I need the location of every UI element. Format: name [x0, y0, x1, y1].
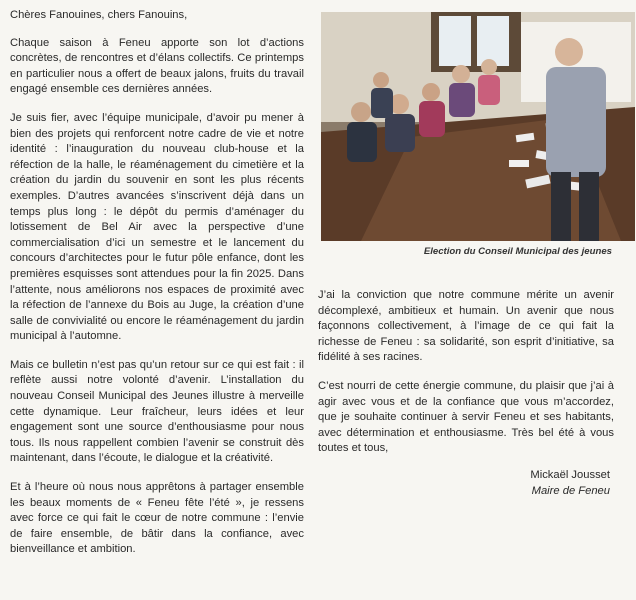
signature [420, 467, 610, 499]
signature-title: Maire de Feneu [531, 485, 610, 497]
paragraph-intro: Chaque saison à Feneu apporte son lot d’actions concrètes, de rencontres et d’élans collectifs. Ce printemps en particulier nous a offert de beaux jalons, fruits du travail engagé ensemble ces dernières années. [10, 36, 304, 96]
right-column [318, 288, 614, 470]
paragraph-closing: C’est nourri de cette énergie commune, du plaisir que j’ai à agir avec vous et de la confiance que vous m’accordez, que je souhaite continuer à servir Feneu et ses habitants, avec détermination et enthousiasme. Très bel été à vous toutes et tous, [318, 379, 614, 455]
greeting: Chères Fanouines, chers Fanouins, [10, 9, 188, 21]
paragraph-summer: Et à l’heure où nous nous apprêtons à partager ensemble les beaux moments de « Feneu fête l’été », je ressens avec force ce qui fait le cœur de notre commune : l’envie de faire ensemble, de bâtir dans la confiance, avec bienveillance et ambition. [10, 481, 304, 556]
paragraph-projects: Je suis fier, avec l’équipe municipale, d’avoir pu mener à bien des projets qui renforcent notre cadre de vie et notre identité : l’inauguration du nouveau club-house et la réfection de la halle, le réaménagement du cimetière et la création du jardin du souvenir en sont les plus récents exemples. D’autres avancées s’inscrivent déjà dans un temps plus long : le dépôt du permis d’aménager du lotissement de Bel Air avec la perspective d’une commercialisation d’ici un semestre et le lancement du concours d’architectes pour le futur pôle enfance, dont les premières esquisses sont attendues pour la fin 2025. Dans l’attente, nous améliorons nos espaces de proximité avec la réfection de l’annexe du Bois au Juge, la création d’une salle de convivialité ou encore le réaménagement du jardin municipal à l’automne. [10, 111, 304, 343]
paragraph-conviction: J’ai la conviction que notre commune mérite un avenir décomplexé, ambitieux et humain. Un avenir que nous façonnons collectivement, à l’image de ce qui fait la richesse de Feneu : sa solidarité, son esprit d’initiative, sa fidélité à ses racines. [318, 289, 614, 364]
council-election-photo [321, 12, 635, 241]
left-column [10, 8, 304, 571]
paragraph-future: Mais ce bulletin n’est pas qu’un retour sur ce qui est fait : il reflète aussi notre volonté d’avenir. L’installation du nouveau Conseil Municipal des Jeunes illustre à merveille cette dynamique. Leur fraîcheur, leurs idées et leur engagement sont une source d’enthousiasme pour nous tous. Ils nous rappellent combien l’avenir se construit dès maintenant, dans l’écoute, le dialogue et la créativité. [10, 358, 304, 465]
photo-caption: Election du Conseil Municipal des jeunes [423, 246, 612, 257]
signature-name: Mickaël Jousset [530, 469, 610, 481]
